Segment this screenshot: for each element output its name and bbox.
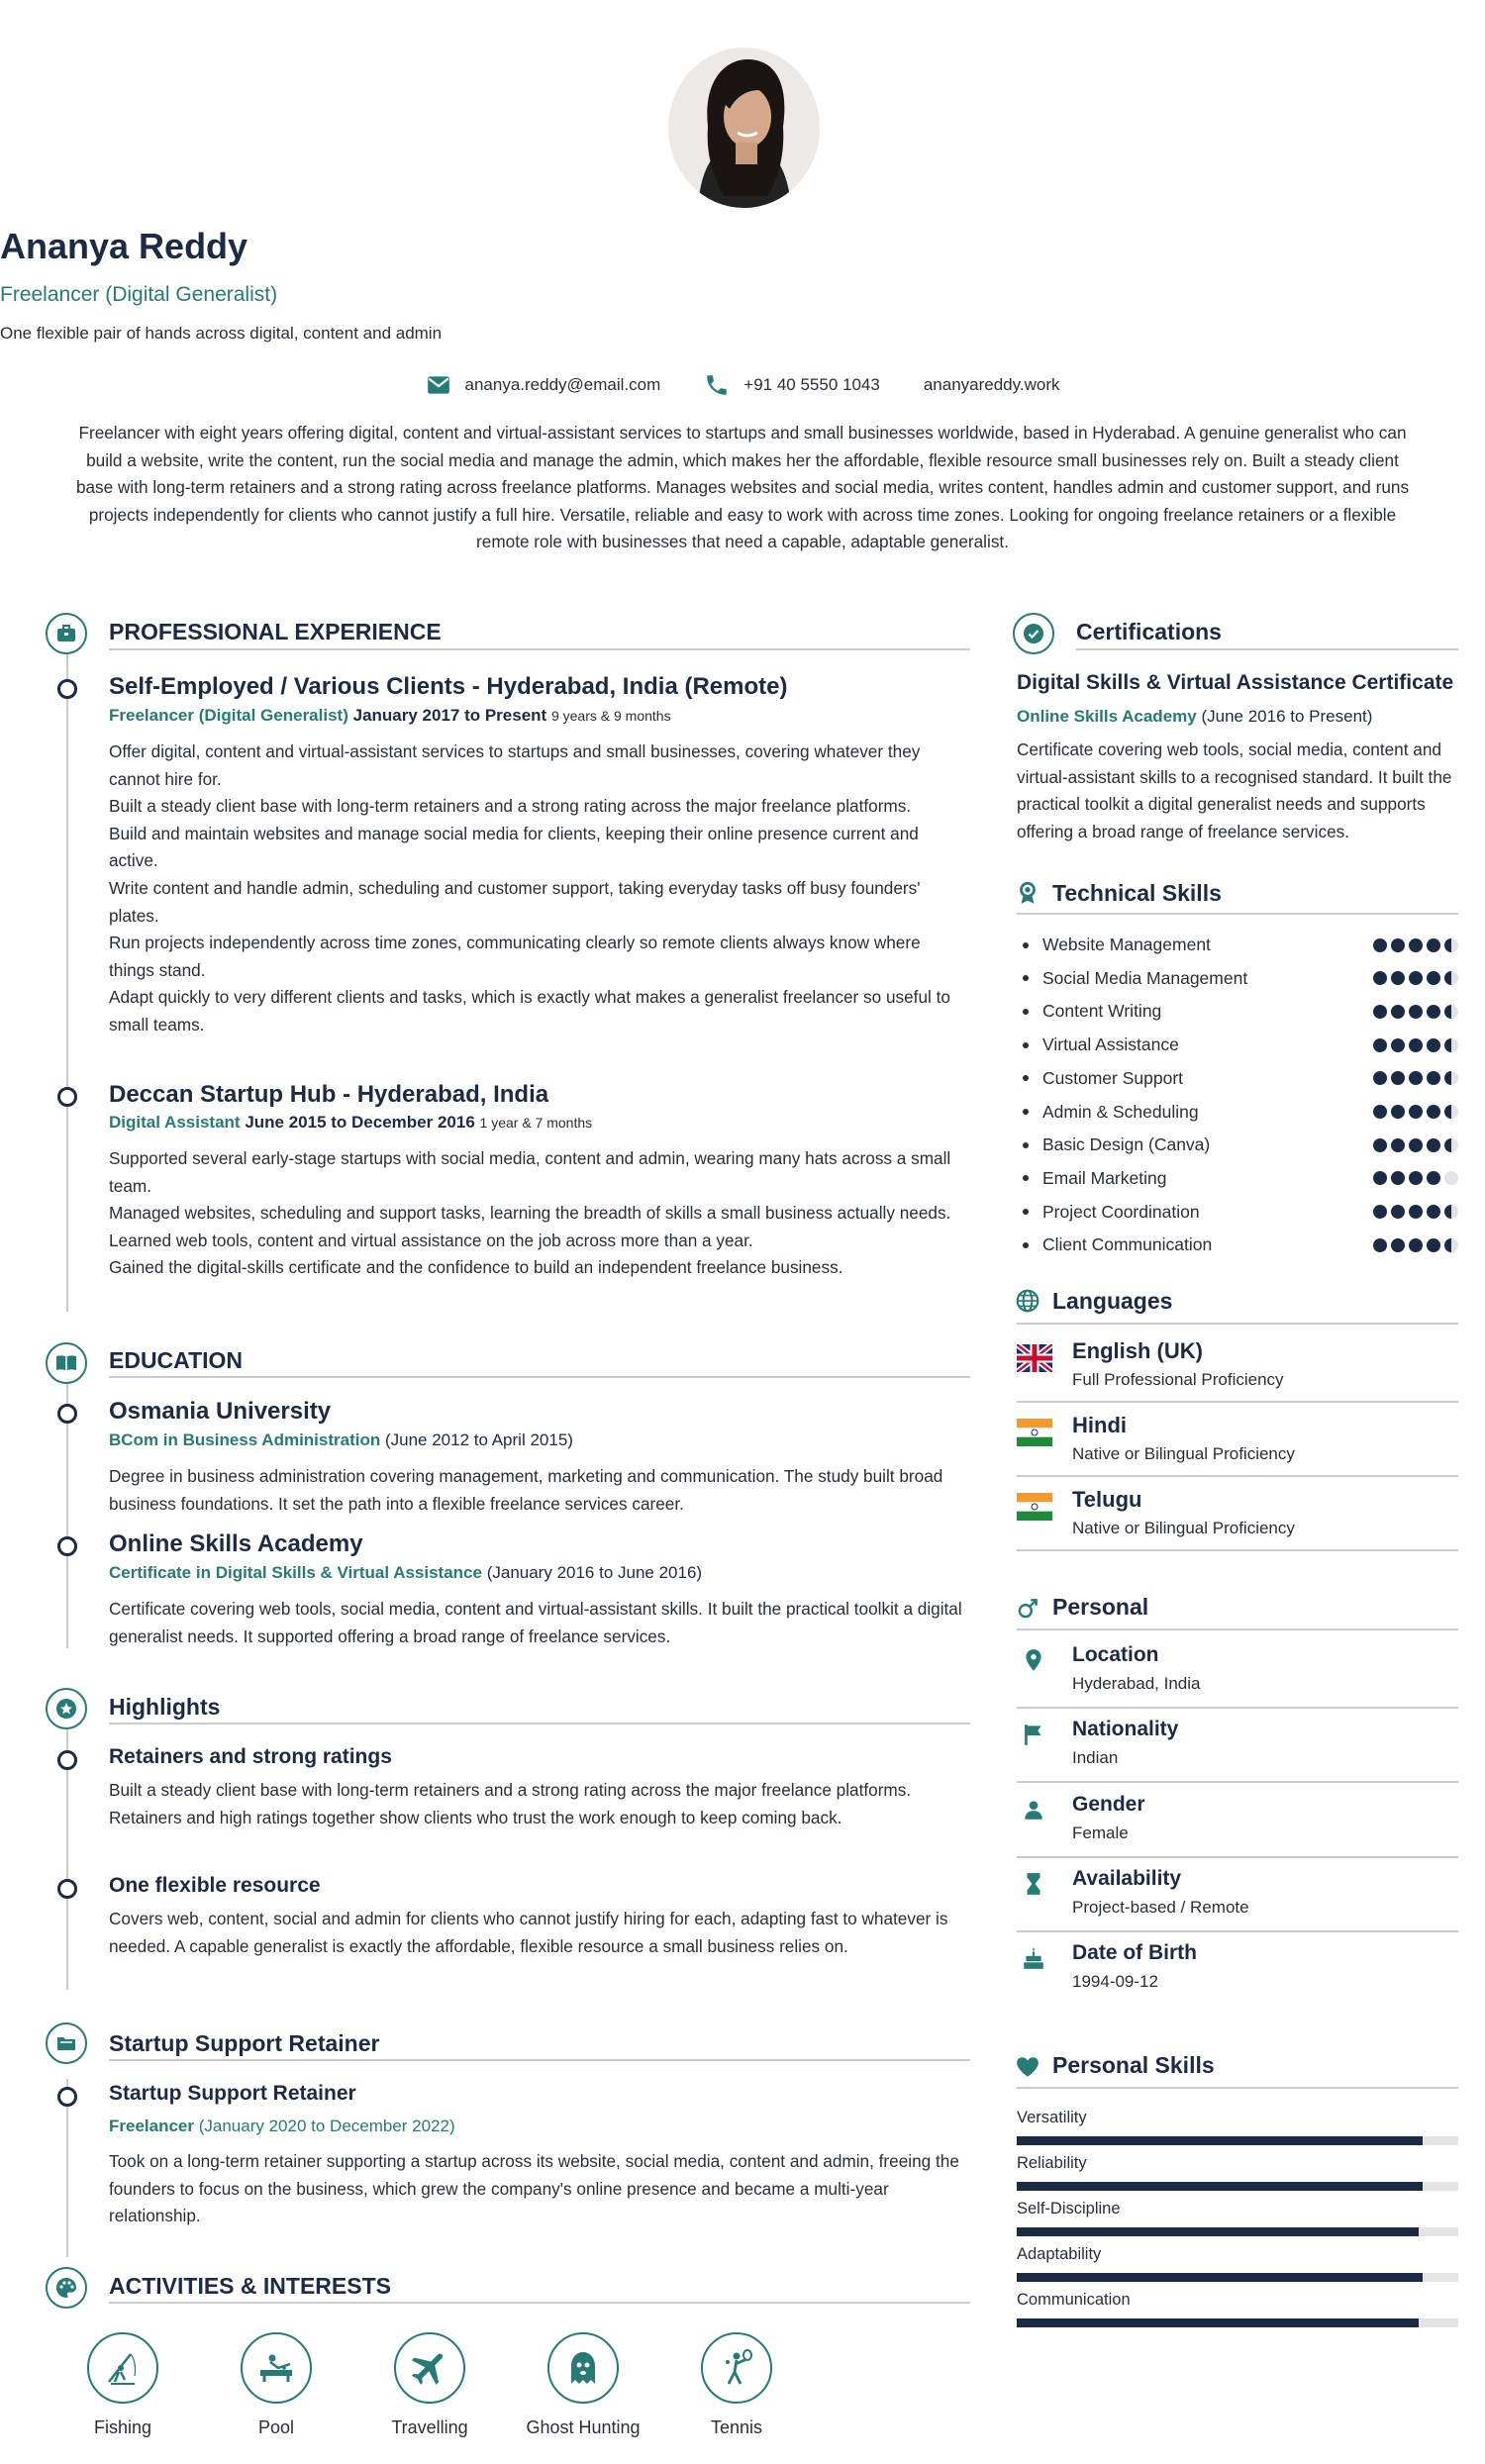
skill-bar-fill (1017, 2318, 1419, 2327)
skill-bar (1017, 2318, 1458, 2327)
candidate-tagline: One flexible pair of hands across digital, content and admin (0, 324, 443, 343)
education-description: Certificate covering web tools, social media, content and virtual-assistant skills. It built the practical toolkit a digital generalist needs. It supported offering a broad range of freelance services. (109, 1599, 962, 1646)
activity-label: Ghost Hunting (526, 2417, 641, 2437)
section-rule (1017, 1856, 1458, 1858)
rating-dot (1444, 1205, 1458, 1219)
personal-skills-title: Personal Skills (1052, 2052, 1215, 2078)
technical-skill-name: Client Communication (1042, 1234, 1213, 1255)
degree-line: BCom in Business Administration (June 2012 to April 2015) (109, 1430, 573, 1449)
rating-dot (1409, 938, 1423, 952)
rating-dot (1444, 938, 1458, 952)
job-description: Offer digital, content and virtual-assistant services to startups and small businesses, covering whatever they cannot hire for. Built a steady client base with long-term retainers and a strong rating across the major freelance platforms. Build and maintain websites and manage social media for clients, keeping their online presence current and active. Write content and handle admin, scheduling and customer support, taking everyday tasks off busy founders' plates. Run projects independently across time zones, communicating clearly so remote clients always know where things stand. Adapt quickly to very different clients and tasks, which is exactly what makes a generalist freelancer so useful to small teams. (109, 741, 950, 1035)
language-name: Telugu (1072, 1487, 1142, 1512)
rating-dot (1373, 1238, 1387, 1252)
rating-dot (1427, 1105, 1440, 1119)
rating-dot (1409, 1238, 1423, 1252)
rating-dot (1409, 971, 1423, 985)
education-title: EDUCATION (109, 1347, 244, 1373)
language-name: Hindi (1072, 1413, 1127, 1437)
rating-dot (1409, 1005, 1423, 1019)
rating-dot (1391, 1038, 1405, 1052)
rating-dot (1391, 1238, 1405, 1252)
globe-icon (1015, 1288, 1040, 1314)
languages-title: Languages (1052, 1288, 1173, 1314)
bullet (1023, 1075, 1029, 1081)
skill-rating (1373, 1138, 1458, 1152)
section-rule (109, 1723, 970, 1725)
fishing-icon (101, 2346, 145, 2390)
email-icon (426, 372, 451, 398)
technical-skill-name: Website Management (1042, 935, 1211, 954)
airplane-icon (408, 2346, 451, 2390)
rating-dot (1391, 1071, 1405, 1085)
rating-dot (1373, 1038, 1387, 1052)
technical-skill-name: Project Coordination (1042, 1201, 1200, 1222)
rating-dot (1427, 1138, 1440, 1152)
personal-label: Gender (1072, 1793, 1145, 1816)
degree-line: Certificate in Digital Skills & Virtual Assistance (January 2016 to June 2016) (109, 1563, 703, 1582)
section-rule (1017, 1781, 1458, 1783)
rating-dot (1409, 1171, 1423, 1185)
rating-dot (1444, 1038, 1458, 1052)
phone-text: +91 40 5550 1043 (743, 375, 880, 394)
rating-dot (1444, 1138, 1458, 1152)
technical-skill-row (1017, 935, 1458, 955)
skill-rating (1373, 938, 1458, 952)
activities-title: ACTIVITIES & INTERESTS (109, 2273, 391, 2299)
technical-skill-name: Basic Design (Canva) (1042, 1134, 1211, 1155)
bullet (1023, 1109, 1029, 1115)
heart-icon (1015, 2054, 1040, 2080)
certifications-section-icon (1013, 613, 1054, 654)
school-name: Online Skills Academy (109, 1530, 363, 1557)
website-text: ananyareddy.work (923, 375, 1060, 394)
personal-skill-row (1017, 2245, 1458, 2264)
rating-dot (1427, 1171, 1440, 1185)
personal-label: Date of Birth (1072, 1941, 1197, 1964)
personal-skill-row (1017, 2154, 1458, 2173)
section-rule (1017, 2087, 1458, 2089)
technical-skill-row (1017, 1035, 1458, 1055)
technical-skill-name: Social Media Management (1042, 967, 1248, 988)
technical-skill-name: Customer Support (1042, 1067, 1184, 1088)
candidate-role: Freelancer (Digital Generalist) (0, 283, 278, 306)
skill-rating (1373, 1005, 1458, 1019)
personal-skill-name: Communication (1017, 2291, 1131, 2309)
technical-skill-row (1017, 1102, 1458, 1123)
personal-skill-row (1017, 2109, 1458, 2127)
job-title: Self-Employed / Various Clients - Hyderabad, India (Remote) (109, 673, 788, 700)
rating-dot (1444, 1171, 1458, 1185)
rating-dot (1373, 938, 1387, 952)
activity-label: Travelling (391, 2417, 468, 2437)
language-level: Native or Bilingual Proficiency (1072, 1444, 1295, 1463)
rating-dot (1373, 1105, 1387, 1119)
activity-pool (207, 2332, 346, 2438)
verified-badge-icon (1022, 622, 1045, 645)
star-badge-icon (54, 1697, 78, 1721)
technical-skill-row (1017, 1234, 1458, 1255)
project-subtitle: Freelancer (January 2020 to December 2022) (109, 2117, 455, 2135)
personal-label: Availability (1072, 1867, 1182, 1890)
section-rule (1017, 1475, 1458, 1477)
school-name: Osmania University (109, 1398, 332, 1425)
section-rule (1017, 1930, 1458, 1932)
job-description: Supported several early-stage startups with social media, content and admin, wearing many hats across a small team. Managed websites, scheduling and support tasks, learning the breadth of skills a small business actually needs. Learned web tools, content and virtual assistance on the job across more than a year. Gained the digital-skills certificate and the confidence to build an independent freelance business. (109, 1148, 951, 1278)
skill-rating (1373, 1238, 1458, 1252)
personal-skill-name: Self-Discipline (1017, 2200, 1121, 2218)
skill-rating (1373, 1038, 1458, 1052)
personal-value: Hyderabad, India (1072, 1674, 1201, 1693)
section-rule (109, 1376, 970, 1378)
rating-dot (1427, 1038, 1440, 1052)
section-rule (1017, 1401, 1458, 1403)
education-description: Degree in business administration covering management, marketing and communication. The study built broad business foundations. It set the path into a flexible freelance services career. (109, 1466, 943, 1514)
timeline-dot (57, 679, 77, 699)
timeline-line (66, 653, 68, 1312)
rating-dot (1373, 1005, 1387, 1019)
technical-skill-row (1017, 1134, 1458, 1155)
project-title: Startup Support Retainer (109, 2082, 356, 2105)
folder-icon (54, 2031, 78, 2055)
highlight-title: Retainers and strong ratings (109, 1745, 392, 1768)
tennis-icon (715, 2346, 758, 2390)
personal-skill-name: Versatility (1017, 2109, 1087, 2126)
rating-dot (1391, 1205, 1405, 1219)
job-subtitle: Freelancer (Digital Generalist) January 2017 to Present 9 years & 9 months (109, 706, 671, 725)
uk-flag-icon (1017, 1344, 1052, 1372)
bullet (1023, 1175, 1029, 1181)
activity-label: Fishing (93, 2417, 152, 2437)
timeline-dot (57, 1404, 77, 1424)
technical-skill-name: Admin & Scheduling (1042, 1101, 1199, 1122)
person-icon (1021, 1797, 1046, 1823)
technical-skill-row (1017, 1168, 1458, 1189)
bullet (1023, 1209, 1029, 1215)
section-rule (1017, 913, 1458, 915)
technical-skills-title: Technical Skills (1052, 880, 1222, 906)
rating-dot (1409, 1038, 1423, 1052)
award-ribbon-icon (1015, 880, 1040, 906)
rating-dot (1409, 1071, 1423, 1085)
candidate-name: Ananya Reddy (0, 226, 248, 266)
india-flag-icon (1017, 1419, 1052, 1446)
job-title: Deccan Startup Hub - Hyderabad, India (109, 1081, 549, 1108)
personal-title: Personal (1052, 1594, 1149, 1620)
technical-skill-row (1017, 1068, 1458, 1089)
skill-rating (1373, 1105, 1458, 1119)
rating-dot (1391, 1171, 1405, 1185)
education-section-icon (46, 1342, 87, 1384)
skill-bar-fill (1017, 2136, 1423, 2145)
rating-dot (1427, 971, 1440, 985)
personal-value: Project-based / Remote (1072, 1898, 1249, 1917)
personal-skill-row (1017, 2291, 1458, 2310)
language-level: Full Professional Proficiency (1072, 1370, 1284, 1389)
rating-dot (1409, 1205, 1423, 1219)
activity-label: Tennis (710, 2417, 763, 2437)
india-flag-icon (1017, 1493, 1052, 1521)
rating-dot (1444, 1071, 1458, 1085)
skill-rating (1373, 971, 1458, 985)
rating-dot (1444, 1238, 1458, 1252)
rating-dot (1373, 971, 1387, 985)
job-subtitle: Digital Assistant June 2015 to December 2016 1 year & 7 months (109, 1113, 593, 1132)
certifications-title: Certifications (1076, 619, 1222, 644)
bullet (1023, 942, 1029, 948)
experience-section-icon (46, 613, 87, 654)
phone-icon (704, 372, 730, 398)
rating-dot (1409, 1105, 1423, 1119)
experience-title: PROFESSIONAL EXPERIENCE (109, 619, 442, 644)
personal-value: 1994-09-12 (1072, 1972, 1158, 1991)
skill-bar (1017, 2273, 1458, 2282)
activity-tennis (667, 2332, 806, 2438)
skill-bar (1017, 2182, 1458, 2191)
timeline-dot (57, 1087, 77, 1107)
skill-bar-fill (1017, 2182, 1423, 2191)
activity-label: Pool (257, 2417, 295, 2437)
birthday-cake-icon (1021, 1945, 1046, 1971)
profile-photo (668, 48, 820, 208)
rating-dot (1427, 1005, 1440, 1019)
bullet (1023, 1242, 1029, 1248)
skill-rating (1373, 1171, 1458, 1185)
rating-dot (1373, 1138, 1387, 1152)
contact-website[interactable] (924, 372, 1060, 398)
technical-skill-name: Email Marketing (1042, 1167, 1167, 1188)
certification-issuer: Online Skills Academy (June 2016 to Present) (1017, 707, 1373, 726)
rating-dot (1427, 1071, 1440, 1085)
bullet (1023, 1142, 1029, 1148)
technical-skill-row (1017, 1001, 1458, 1022)
rating-dot (1427, 1205, 1440, 1219)
skill-rating (1373, 1071, 1458, 1085)
rating-dot (1391, 1005, 1405, 1019)
timeline-dot (57, 1879, 77, 1899)
timeline-dot (57, 2087, 77, 2107)
contact-row (0, 372, 1485, 398)
rating-dot (1444, 1005, 1458, 1019)
certification-description: Certificate covering web tools, social media, content and virtual-assistant skills to a recognised standard. It built the practical toolkit a digital generalist needs and supports offering a broad range of freelance services. (1017, 739, 1452, 841)
personal-skill-row (1017, 2200, 1458, 2218)
contact-phone[interactable] (704, 372, 880, 398)
section-rule (109, 648, 970, 650)
timeline-dot (57, 1536, 77, 1556)
skill-bar (1017, 2136, 1458, 2145)
technical-skill-row (1017, 968, 1458, 989)
rating-dot (1444, 971, 1458, 985)
gender-male-icon (1015, 1596, 1040, 1622)
section-rule (109, 2059, 970, 2061)
activities-section-icon (46, 2267, 87, 2309)
retainer-section-icon (46, 2022, 87, 2064)
language-level: Native or Bilingual Proficiency (1072, 1519, 1295, 1537)
personal-value: Indian (1072, 1748, 1119, 1767)
rating-dot (1391, 938, 1405, 952)
skill-bar-fill (1017, 2227, 1419, 2236)
rating-dot (1444, 1105, 1458, 1119)
book-icon (54, 1351, 78, 1375)
contact-email[interactable] (426, 372, 661, 398)
ghost-icon (561, 2346, 605, 2390)
activity-fishing (53, 2332, 192, 2438)
rating-dot (1409, 1138, 1423, 1152)
language-name: English (UK) (1072, 1338, 1203, 1363)
section-rule (1017, 1323, 1458, 1325)
highlight-description: Covers web, content, social and admin for clients who cannot justify hiring for each, adapting fast to whatever is needed. A capable generalist is exactly the affordable, flexible resource a small business relies on. (109, 1909, 948, 1956)
rating-dot (1391, 1105, 1405, 1119)
highlight-title: One flexible resource (109, 1874, 321, 1897)
email-text: ananya.reddy@email.com (464, 375, 661, 394)
activity-ghost-hunting (514, 2332, 652, 2438)
personal-skill-name: Adaptability (1017, 2245, 1102, 2263)
highlights-section-icon (46, 1688, 87, 1729)
hourglass-icon (1021, 1871, 1046, 1897)
highlight-description: Built a steady client base with long-term retainers and a strong rating across the major freelance platforms. Retainers and high ratings together show clients who trust the work enough to keep coming back. (109, 1780, 912, 1827)
section-rule (109, 2302, 970, 2304)
personal-value: Female (1072, 1823, 1129, 1842)
flag-icon (1021, 1722, 1046, 1747)
rating-dot (1373, 1205, 1387, 1219)
personal-label: Location (1072, 1643, 1159, 1666)
rating-dot (1427, 938, 1440, 952)
project-description: Took on a long-term retainer supporting a startup across its website, social media, content and admin, freeing the founders to focus on the business, which grew the company's online presence and became a multi-year relationship. (109, 2151, 959, 2226)
timeline-dot (57, 1750, 77, 1770)
technical-skill-row (1017, 1202, 1458, 1223)
skill-bar-fill (1017, 2273, 1423, 2282)
highlights-title: Highlights (109, 1694, 221, 1720)
skill-bar (1017, 2227, 1458, 2236)
personal-label: Nationality (1072, 1718, 1179, 1740)
section-rule (1017, 1707, 1458, 1709)
section-rule (1076, 648, 1458, 650)
section-rule (1017, 1628, 1458, 1630)
location-pin-icon (1021, 1647, 1046, 1673)
pool-icon (254, 2346, 298, 2390)
briefcase-icon (54, 622, 78, 645)
rating-dot (1391, 971, 1405, 985)
rating-dot (1391, 1138, 1405, 1152)
bullet (1023, 1009, 1029, 1015)
rating-dot (1373, 1071, 1387, 1085)
bullet (1023, 1042, 1029, 1048)
retainer-title: Startup Support Retainer (109, 2030, 380, 2056)
personal-skill-name: Reliability (1017, 2154, 1087, 2172)
rating-dot (1373, 1171, 1387, 1185)
section-rule (1017, 1549, 1458, 1551)
skill-rating (1373, 1205, 1458, 1219)
technical-skill-name: Content Writing (1042, 1001, 1162, 1022)
rating-dot (1427, 1238, 1440, 1252)
summary: Freelancer with eight years offering digital, content and virtual-assistant services to startups and small businesses worldwide, based in Hyderabad. A genuine generalist who can build a website, write the content, run the social media and manage the admin, which makes her the affordable, flexible resource small businesses rely on. Built a steady client base with long-term retainers and a strong rating across freelance platforms. Manages websites and social media, writes content, handles admin and customer support, and runs projects independently for clients who cannot justify a full hire. Versatile, reliable and easy to work with across time zones. Looking for ongoing freelance retainers or a flexible remote role with businesses that need a capable, adaptable generalist. (75, 423, 1410, 551)
technical-skill-name: Virtual Assistance (1042, 1035, 1179, 1055)
activity-travelling (360, 2332, 499, 2438)
palette-icon (54, 2276, 78, 2300)
bullet (1023, 975, 1029, 981)
certification-name: Digital Skills & Virtual Assistance Certificate (1017, 671, 1454, 694)
